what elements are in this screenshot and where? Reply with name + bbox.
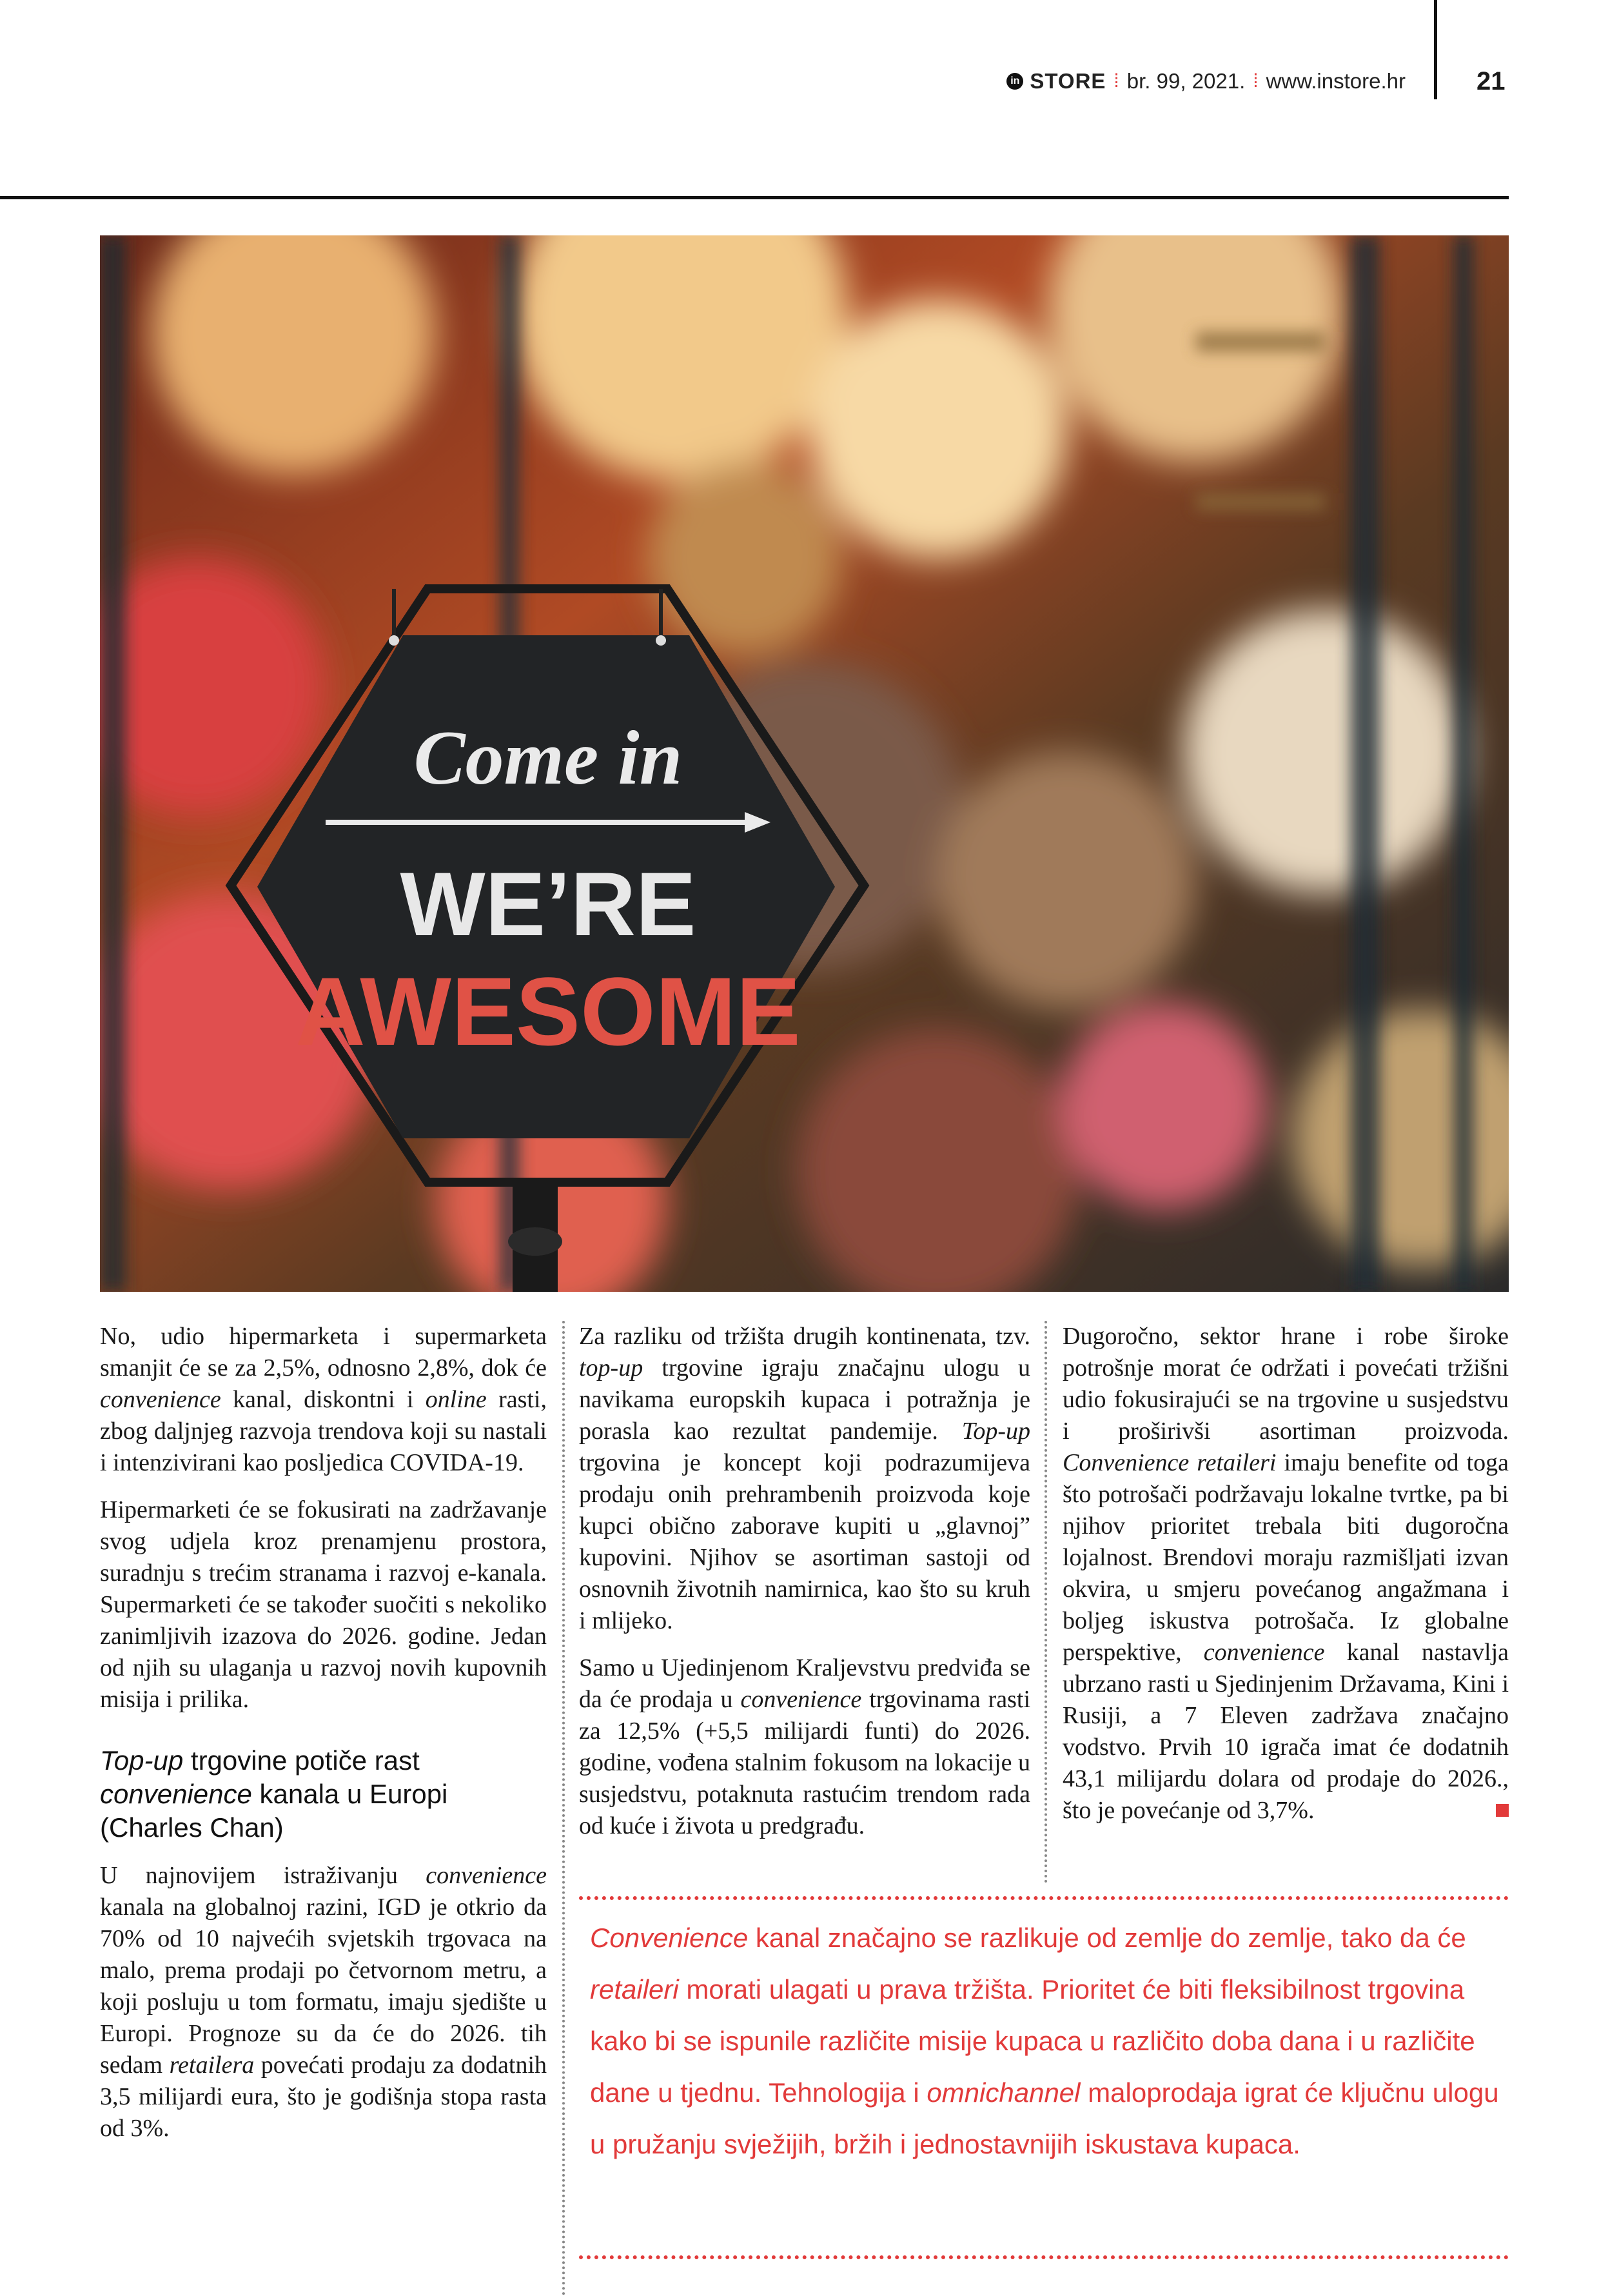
section-subheading: Top-up trgovine potiče rast convenience kanala u Europi (Charles Chan) bbox=[100, 1745, 448, 1843]
sign-line1-text: WE’RE bbox=[400, 853, 696, 955]
article-column-2 bbox=[579, 1321, 1030, 1857]
article-column-1 bbox=[100, 1321, 547, 2160]
quote-border-top bbox=[579, 1896, 1509, 1900]
sign-line2-text: AWESOME bbox=[295, 957, 801, 1065]
sign-script-text: Come in bbox=[413, 715, 683, 800]
header-separator: ⁞ bbox=[1253, 70, 1259, 92]
page-number: 21 bbox=[1476, 67, 1506, 95]
header-separator: ⁞ bbox=[1113, 70, 1119, 92]
paragraph: Dugoročno, sektor hrane i robe široke potrošnje morat će održati i povećati tržišni udio fokusirajući se na trgovine u susjedstvu i proširivši asortiman proizvoda. Convenience retaileri imaju benefite od toga što potrošači podržavaju lokalne tvrtke, pa bi njihov prioritet trebala biti dugoročna lojalnost. Brendovi moraju razmišljati izvan okvira, u smjeru povećanog angažmana i boljeg iskustva potrošača. Iz globalne perspektive, convenience kanal nastavlja ubrzano rasti u Sjedinjenim Državama, Kini i Rusiji, a 7 Eleven zadržava značajno vodstvo. Prvih 10 igrača imat će dodatnih 43,1 milijardu dolara od prodaje do 2026., što je povećanje od 3,7%. bbox=[1063, 1323, 1509, 1824]
paragraph: Za razliku od tržišta drugih kontinenata, tzv. top-up trgovine igraju značajnu ulogu u navikama europskih kupaca i potražnja je porasla kao rezultat pandemije. Top-up trgovina je koncept koji podrazumijeva prodaju onih prehrambenih proizvoda koje kupci obično zaborave kupiti u „glavnoj” kupovini. Njihov se asortiman sastoji od osnovnih životnih namirnica, kao što su kruh i mlijeko. bbox=[579, 1323, 1030, 1634]
quote-border-bottom bbox=[579, 2255, 1509, 2259]
paragraph: U najnovijem istraživanju convenience kanala na globalnoj razini, IGD je otkrio da 70% od 10 najvećih svjetskih trgovaca na malo, prema prodaji po četvornom metru, a koji posluju u tom formatu, imaju sjedište u Europi. Prognoze su da će do 2026. tih sedam retailera povećati prodaju za dodatnih 3,5 milijardi eura, što je godišnja stopa rasta od 3%. bbox=[100, 1862, 547, 2142]
paragraph: No, udio hipermarketa i supermarketa smanjit će se za 2,5%, odnosno 2,8%, dok će convenience kanal, diskontni i online rasti, zbog daljnjeg razvoja trendova koji su nastali i intenzivirani kao posljedica COVIDA-19. bbox=[100, 1323, 547, 1476]
column-separator bbox=[1045, 1321, 1047, 1883]
store-logo-icon: in bbox=[1006, 73, 1023, 90]
article-column-3 bbox=[1063, 1321, 1509, 1842]
pull-quote: Convenience kanal značajno se razlikuje od zemlje do zemlje, tako da će retaileri morati ulagati u prava tržišta. Prioritet će biti fleksibilnost trgovina kako bi se ispunile različite misije kupaca u različito doba dana i u različite dane u tjednu. Tehnologija i omnichannel maloprodaja igrat će ključnu ulogu u pružanju svježijih, bržih i jednostavnijih iskustava kupaca. bbox=[590, 1923, 1499, 2159]
paragraph: Hipermarketi će se fokusirati na zadržavanje svog udjela kroz prenamjenu prostora, suradnju s trećim stranama i razvoj e-kanala. Supermarketi će se također suočiti s nekoliko zanimljivih izazova do 2026. godine. Jedan od njih su ulaganja u razvoj novih kupovnih misija i prilika. bbox=[100, 1496, 547, 1713]
paragraph: Samo u Ujedinjenom Kraljevstvu predviđa se da će prodaja u convenience trgovinama rasti za 12,5% (+5,5 milijardi funti) do 2026. godine, vođena stalnim fokusom na lokacije u susjedstvu, potaknuta rastućim trendom rada od kuće i života u predgrađu. bbox=[579, 1654, 1031, 1839]
brand-name: STORE bbox=[1030, 69, 1106, 93]
header-divider bbox=[1434, 0, 1437, 99]
page-header bbox=[1006, 62, 1406, 101]
end-of-article-icon bbox=[1496, 1804, 1509, 1817]
header-rule bbox=[0, 196, 1509, 199]
column-separator bbox=[562, 1321, 565, 2296]
issue-info: br. 99, 2021. bbox=[1126, 69, 1246, 93]
website-link[interactable]: www.instore.hr bbox=[1266, 69, 1406, 93]
article-photo bbox=[100, 235, 1509, 1292]
